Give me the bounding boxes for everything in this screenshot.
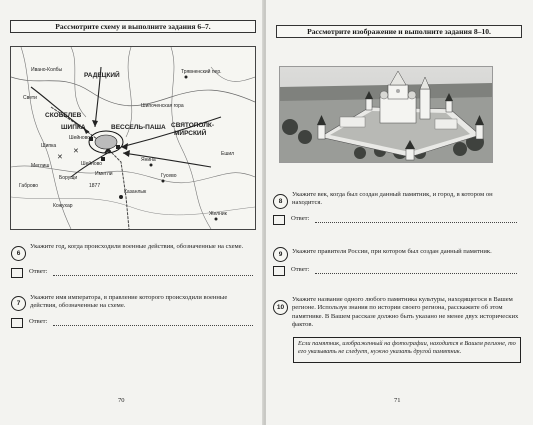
label-sheinovo: Шейново bbox=[81, 161, 103, 167]
label-mirsky: МИРСКИЙ bbox=[174, 130, 207, 137]
task-7-answer-label: Ответ: bbox=[29, 318, 48, 325]
task-9-text: Укажите правителя России, при котором был создан данный памятник. bbox=[292, 248, 492, 255]
label-sveti: Свети bbox=[23, 95, 37, 101]
svg-text:✕: ✕ bbox=[57, 153, 63, 161]
label-yeshil: Ешил bbox=[221, 151, 235, 157]
label-kazanlyk: Казанлык bbox=[124, 189, 147, 195]
task-8-number: 8 bbox=[273, 194, 288, 209]
label-shipka: ШИПКА bbox=[61, 124, 86, 131]
label-radetsky: РАДЕЦКИЙ bbox=[84, 72, 120, 79]
label-hill: Шипоченская гора bbox=[141, 103, 184, 109]
task-9-answer-label: Ответ: bbox=[291, 266, 310, 273]
task-10-text: Укажите название одного любого памятника культуры, находящегося в Вашем регионе. Используя знания по истории своего региона, расскажите об этом памятнике. В Вашем рассказе должно быть указано не менее двух исторических фактов. bbox=[292, 296, 519, 328]
label-skobelev: СКОБЕЛЕВ bbox=[45, 112, 82, 119]
svg-text:✕: ✕ bbox=[73, 147, 79, 155]
label-meglish: Меглиш bbox=[31, 163, 50, 169]
label-yanina: Янина bbox=[141, 157, 156, 163]
task-7-answer-line[interactable] bbox=[53, 325, 253, 326]
task-9-number: 9 bbox=[273, 247, 288, 262]
task-8-answer-row bbox=[273, 215, 521, 225]
task-8-answer-line[interactable] bbox=[315, 222, 517, 223]
label-zhelnik: Желник bbox=[209, 211, 227, 217]
right-page bbox=[266, 0, 533, 425]
task-8-answer-label: Ответ: bbox=[291, 215, 310, 222]
label-imetli: Иметли bbox=[95, 171, 113, 177]
label-kozhuhar: Кожухар bbox=[53, 203, 73, 209]
label-boruchi: Борущи bbox=[59, 175, 78, 181]
task-6-text: Укажите год, когда происходили военные действия, обозначенные на схеме. bbox=[30, 243, 244, 250]
label-gabrovo: Габрово bbox=[19, 183, 39, 189]
label-year: 1877 bbox=[89, 183, 101, 189]
task-7-answer-row bbox=[11, 318, 254, 328]
label-tryavna: Трявненский пер. bbox=[181, 69, 222, 75]
task-10-number: 10 bbox=[273, 300, 288, 315]
label-vessel-pasha: ВЕССЕЛЬ-ПАША bbox=[111, 124, 166, 131]
label-sheinov: Шейново bbox=[69, 135, 91, 141]
task-6-answer-box[interactable] bbox=[11, 268, 23, 278]
label-gusevo: Гусево bbox=[161, 173, 177, 179]
task-7-text: Укажите имя императора, в правление которого происходили военные действия, обозначенные на схеме. bbox=[30, 294, 228, 310]
task-9-answer-box[interactable] bbox=[273, 266, 285, 276]
left-page bbox=[0, 0, 265, 425]
monastery-illustration bbox=[280, 67, 492, 162]
task-6-number: 6 bbox=[11, 246, 26, 261]
task-7-answer-box[interactable] bbox=[11, 318, 23, 328]
monastery-photo bbox=[279, 66, 493, 163]
task-8-answer-box[interactable] bbox=[273, 215, 285, 225]
label-svyatopolk: СВЯТОПОЛК- bbox=[171, 122, 215, 129]
right-page-header: Рассмотрите изображение и выполните задания 8–10. bbox=[276, 25, 522, 38]
label-shipka-small: Шипка bbox=[41, 143, 57, 149]
task-7-number: 7 bbox=[11, 296, 26, 311]
battle-map-drawing bbox=[11, 47, 255, 229]
left-page-header: Рассмотрите схему и выполните задания 6–7. bbox=[10, 20, 256, 33]
left-page-number: 70 bbox=[118, 397, 125, 404]
label-ivan-kolby: Ивано-Колбы bbox=[31, 67, 63, 73]
task-9-answer-line[interactable] bbox=[315, 273, 517, 274]
task-6-answer-label: Ответ: bbox=[29, 268, 48, 275]
task-6-answer-line[interactable] bbox=[53, 275, 253, 276]
right-page-number: 71 bbox=[394, 397, 401, 404]
task-6-answer-row bbox=[11, 268, 254, 278]
note-box: Если памятник, изображенный на фотографии, находится в Вашем регионе, то его указывать не следует, нужно указать другой памятник. bbox=[293, 337, 521, 363]
task-8-text: Укажите век, когда был создан данный памятник, и город, в котором он находится. bbox=[292, 191, 493, 207]
task-9-answer-row bbox=[273, 266, 521, 276]
battle-map bbox=[10, 46, 256, 230]
